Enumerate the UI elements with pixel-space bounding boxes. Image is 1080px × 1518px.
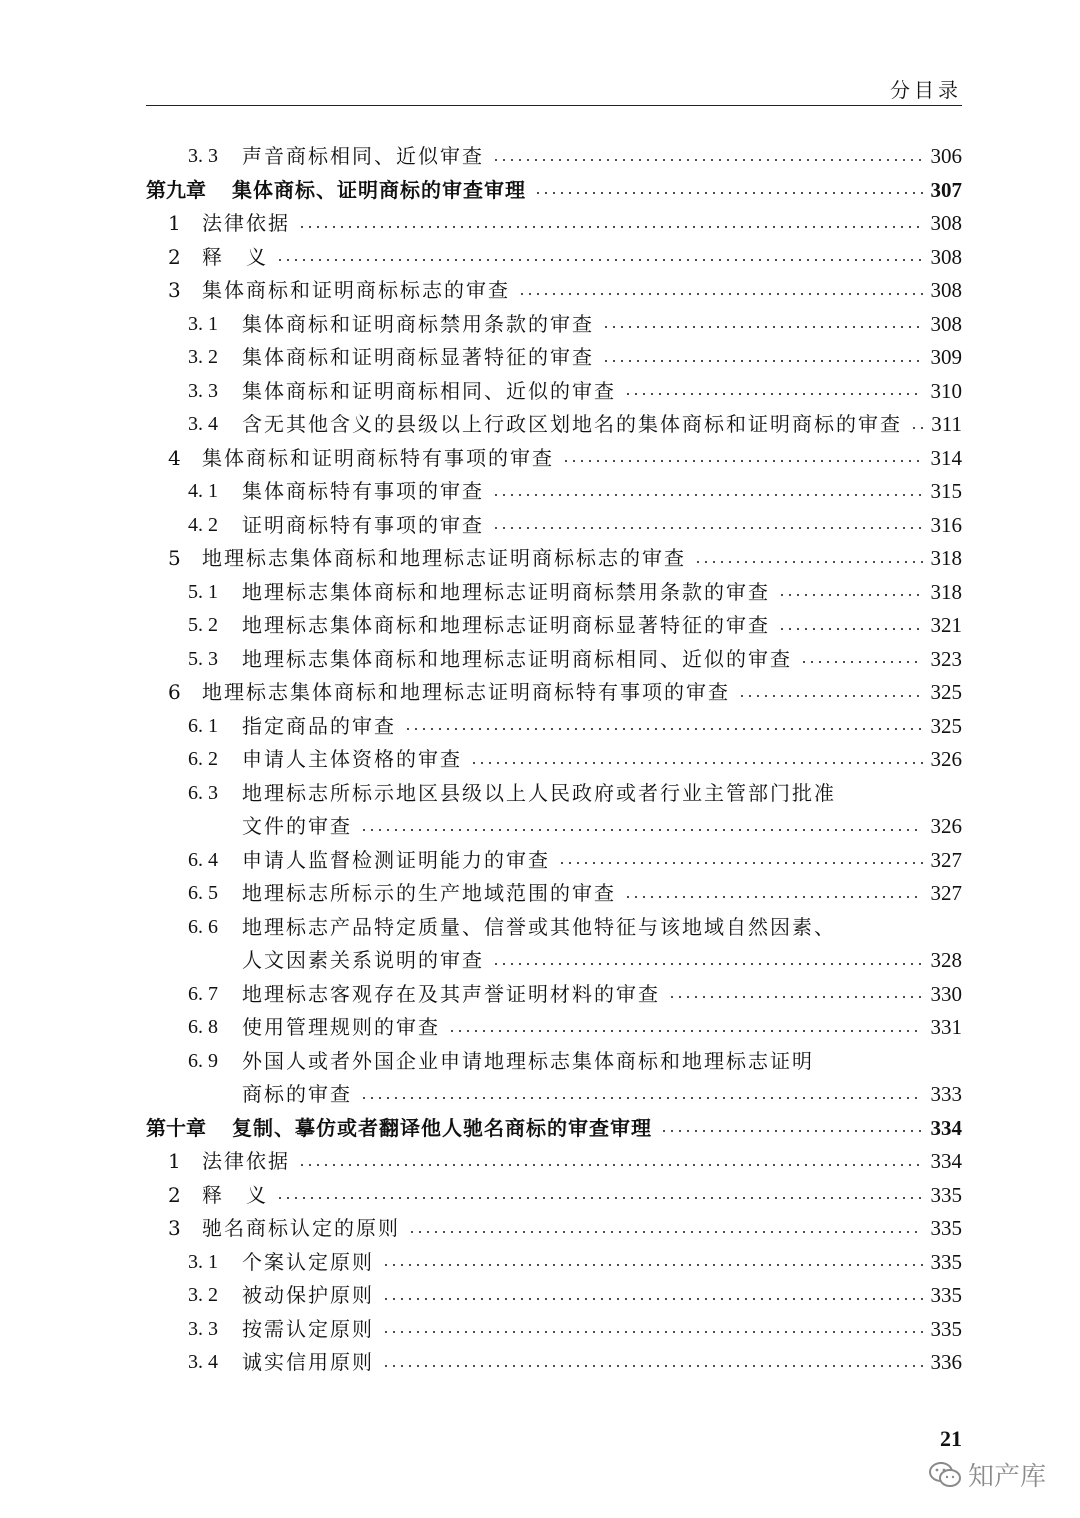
toc-page-number: 308 <box>930 278 962 302</box>
toc-page-number: 336 <box>930 1350 962 1374</box>
toc-page-number: 335 <box>930 1283 962 1307</box>
dot-leader <box>382 1365 923 1367</box>
toc-entry-title: 含无其他含义的县级以上行政区划地名的集体商标和证明商标的审查 <box>242 412 902 436</box>
toc-page-number: 309 <box>930 345 962 369</box>
toc-page-number: 318 <box>930 579 962 604</box>
toc-entry-row <box>146 643 962 677</box>
toc-entry-row <box>146 777 962 811</box>
toc-entry-number: 3. 3 <box>188 1317 218 1340</box>
toc-entry-number: 2 <box>168 1182 181 1207</box>
toc-chapter-row <box>146 174 962 208</box>
toc-entry-number: 第九章 <box>146 177 206 202</box>
toc-entry-title: 驰名商标认定的原则 <box>202 1216 400 1240</box>
toc-entry-row <box>146 1246 962 1280</box>
toc-entry-row <box>146 509 962 543</box>
toc-entry-title: 地理标志集体商标和地理标志证明商标显著特征的审查 <box>242 613 770 637</box>
toc-entry-number: 4. 1 <box>188 480 218 502</box>
toc-page-number: 315 <box>930 479 962 503</box>
toc-entry-row <box>146 1212 962 1246</box>
toc-entry-number: 5. 1 <box>188 580 218 603</box>
dot-leader <box>470 762 923 764</box>
dot-leader <box>492 527 923 529</box>
dot-leader <box>276 259 923 261</box>
toc-entry-title: 集体商标和证明商标禁用条款的审查 <box>242 311 594 336</box>
dot-leader <box>298 226 923 228</box>
toc-entry-title: 集体商标和证明商标显著特征的审查 <box>242 345 594 369</box>
toc-page-number: 316 <box>930 512 962 537</box>
toc-entry-title: 集体商标和证明商标标志的审查 <box>202 278 510 302</box>
toc-entry-title: 指定商品的审查 <box>242 713 396 738</box>
toc-entry-row <box>146 1313 962 1347</box>
toc-entry-row <box>146 308 962 342</box>
watermark <box>928 1456 1046 1493</box>
dot-leader <box>778 628 923 630</box>
dot-leader <box>660 1130 923 1132</box>
toc-entry-number: 6. 7 <box>188 982 218 1005</box>
toc-page-number: 335 <box>930 1182 962 1207</box>
toc-entry-row <box>146 207 962 241</box>
toc-entry-title: 集体商标和证明商标特有事项的审查 <box>202 445 554 470</box>
toc-entry-title: 证明商标特有事项的审查 <box>242 512 484 537</box>
toc-entry-title: 释 义 <box>202 244 268 269</box>
toc-entry-title: 文件的审查 <box>242 814 352 838</box>
toc-entry-row <box>146 1179 962 1213</box>
toc-entry-title: 集体商标特有事项的审查 <box>242 479 484 503</box>
dot-leader <box>602 360 923 362</box>
toc-entry-number: 6. 3 <box>188 781 218 804</box>
toc-chapter-row <box>146 1112 962 1146</box>
dot-leader <box>624 393 923 395</box>
page-number: 21 <box>940 1426 962 1451</box>
toc-entry-number: 3. 1 <box>188 1250 218 1273</box>
dot-leader <box>408 1231 923 1233</box>
toc-entry-row <box>146 877 962 911</box>
toc-page-number: 333 <box>930 1082 962 1106</box>
toc-entry-title: 申请人监督检测证明能力的审查 <box>242 847 550 872</box>
toc-entry-title: 地理标志所标示的生产地域范围的审查 <box>242 881 616 905</box>
toc-page-number: 325 <box>930 680 962 704</box>
toc-entry-title: 个案认定原则 <box>242 1249 374 1274</box>
dot-leader <box>382 1298 923 1300</box>
dot-leader <box>694 561 923 563</box>
toc-page-number: 310 <box>930 378 962 403</box>
toc-page-number: 335 <box>930 1316 962 1341</box>
toc-entry-title: 集体商标和证明商标相同、近似的审查 <box>242 378 616 403</box>
toc-entry-number: 3. 3 <box>188 145 218 167</box>
toc-entry-number: 6 <box>168 680 181 704</box>
toc-entry-title: 释 义 <box>202 1182 268 1207</box>
toc-entry-row <box>146 408 962 442</box>
toc-page-number: 308 <box>930 311 962 336</box>
toc-entry-number: 6. 8 <box>188 1016 218 1038</box>
toc-entry-title: 使用管理规则的审查 <box>242 1015 440 1039</box>
toc-entry-title: 被动保护原则 <box>242 1283 374 1307</box>
dot-leader <box>404 728 923 730</box>
toc-entry-title: 地理标志产品特定质量、信誉或其他特征与该地域自然因素、 <box>242 914 836 939</box>
toc-entry-number: 6. 2 <box>188 748 218 770</box>
toc-entry-title: 外国人或者外国企业申请地理标志集体商标和地理标志证明 <box>242 1048 814 1073</box>
section-header: 分目录 <box>890 78 962 102</box>
toc-entry-number: 3. 2 <box>188 1284 218 1306</box>
toc-page-number: 325 <box>930 713 962 738</box>
toc-entry-number: 4. 2 <box>188 513 218 536</box>
dot-leader <box>518 293 923 295</box>
toc-entry-row <box>146 676 962 710</box>
toc-page-number: 331 <box>930 1015 962 1039</box>
toc-entry-number: 3. 1 <box>188 312 218 335</box>
toc-entry-number: 6. 9 <box>188 1049 218 1072</box>
dot-leader <box>800 661 923 663</box>
toc-page-number: 334 <box>930 1115 962 1140</box>
dot-leader <box>624 896 923 898</box>
dot-leader <box>382 1331 923 1333</box>
toc-page-number: 335 <box>930 1249 962 1274</box>
toc-entry-title: 人文因素关系说明的审查 <box>242 948 484 972</box>
toc-entry-row <box>146 1011 962 1045</box>
toc-page-number: 321 <box>930 613 962 637</box>
toc-entry-title: 地理标志客观存在及其声誉证明材料的审查 <box>242 981 660 1006</box>
dot-leader <box>910 427 923 429</box>
toc-entry-row <box>146 710 962 744</box>
dot-leader <box>778 594 923 596</box>
dot-leader <box>534 192 923 194</box>
dot-leader <box>276 1197 923 1199</box>
toc-page-number: 334 <box>930 1149 962 1173</box>
toc-entry-number: 3. 3 <box>188 379 218 402</box>
toc-entry-row <box>146 442 962 476</box>
toc-entry-title: 地理标志集体商标和地理标志证明商标相同、近似的审查 <box>242 646 792 671</box>
toc-entry-row <box>146 1045 962 1079</box>
toc-entry-title: 按需认定原则 <box>242 1316 374 1341</box>
toc-page-number: 326 <box>930 747 962 771</box>
dot-leader <box>558 862 923 864</box>
dot-leader <box>668 996 923 998</box>
toc-entry-row <box>146 844 962 878</box>
toc-entry-number: 1 <box>168 1149 181 1173</box>
toc-entry-title: 诚实信用原则 <box>242 1350 374 1374</box>
toc-entry-number: 3. 2 <box>188 346 218 368</box>
toc-entry-row <box>146 1078 962 1112</box>
toc-entry-row <box>146 743 962 777</box>
toc-entry-title: 地理标志所标示地区县级以上人民政府或者行业主管部门批准 <box>242 780 836 805</box>
toc-entry-number: 6. 5 <box>188 882 218 904</box>
dot-leader <box>562 460 923 462</box>
watermark-text: 知产库 <box>967 1462 1046 1492</box>
toc-entry-title: 申请人主体资格的审查 <box>242 747 462 771</box>
toc-entry-number: 1 <box>168 211 181 235</box>
dot-leader <box>360 1097 923 1099</box>
toc-page-number: 330 <box>930 981 962 1006</box>
toc-entry-title: 集体商标、证明商标的审查审理 <box>232 177 526 202</box>
toc-page-number: 327 <box>930 881 962 905</box>
toc-entry-number: 3. 4 <box>188 1351 218 1373</box>
toc-entry-row <box>146 475 962 509</box>
toc-entry-title: 地理标志集体商标和地理标志证明商标特有事项的审查 <box>202 680 730 704</box>
toc-page-number: 328 <box>930 948 962 972</box>
toc-entry-row <box>146 140 962 174</box>
toc-entry-row <box>146 1346 962 1380</box>
toc-entry-number: 5. 2 <box>188 614 218 636</box>
toc-page-number: 308 <box>930 244 962 269</box>
dot-leader <box>738 695 923 697</box>
toc-entry-row <box>146 978 962 1012</box>
toc-page-number: 314 <box>930 445 962 470</box>
dot-leader <box>492 159 923 161</box>
toc-entry-title: 商标的审查 <box>242 1082 352 1106</box>
toc-entry-number: 3. 4 <box>188 413 218 435</box>
table-of-contents <box>146 140 962 1380</box>
toc-entry-title: 声音商标相同、近似审查 <box>242 144 484 168</box>
dot-leader <box>382 1264 923 1266</box>
toc-entry-row <box>146 1145 962 1179</box>
toc-page-number: 335 <box>930 1216 962 1240</box>
toc-entry-title: 地理标志集体商标和地理标志证明商标标志的审查 <box>202 546 686 570</box>
toc-entry-title: 法律依据 <box>202 1149 290 1173</box>
toc-entry-number: 3 <box>168 1216 181 1240</box>
wechat-icon <box>928 1461 962 1489</box>
dot-leader <box>298 1164 923 1166</box>
toc-entry-number: 6. 4 <box>188 848 218 871</box>
toc-entry-number: 6. 6 <box>188 915 218 938</box>
toc-entry-title: 地理标志集体商标和地理标志证明商标禁用条款的审查 <box>242 579 770 604</box>
toc-entry-row <box>146 810 962 844</box>
toc-entry-row <box>146 944 962 978</box>
toc-page-number: 311 <box>931 412 962 436</box>
toc-page-number: 326 <box>930 814 962 838</box>
dot-leader <box>448 1030 923 1032</box>
dot-leader <box>492 494 923 496</box>
toc-entry-number: 2 <box>168 244 181 269</box>
toc-entry-row <box>146 911 962 945</box>
dot-leader <box>492 963 923 965</box>
toc-entry-row <box>146 609 962 643</box>
toc-entry-row <box>146 1279 962 1313</box>
toc-page-number: 308 <box>930 211 962 235</box>
toc-entry-title: 法律依据 <box>202 211 290 235</box>
toc-entry-row <box>146 241 962 275</box>
toc-entry-number: 4 <box>168 445 181 470</box>
toc-entry-title: 复制、摹仿或者翻译他人驰名商标的审查审理 <box>232 1115 652 1140</box>
dot-leader <box>602 326 923 328</box>
header-rule <box>146 105 962 106</box>
toc-entry-number: 5. 3 <box>188 647 218 670</box>
toc-page-number: 307 <box>930 177 962 202</box>
toc-entry-number: 6. 1 <box>188 714 218 737</box>
toc-entry-row <box>146 576 962 610</box>
toc-entry-number: 3 <box>168 278 181 302</box>
dot-leader <box>360 829 923 831</box>
toc-page-number: 327 <box>930 847 962 872</box>
toc-page-number: 323 <box>930 646 962 671</box>
toc-entry-number: 第十章 <box>146 1115 206 1140</box>
toc-entry-row <box>146 375 962 409</box>
toc-entry-row <box>146 542 962 576</box>
toc-page-number: 318 <box>930 546 962 570</box>
toc-entry-row <box>146 341 962 375</box>
toc-entry-number: 5 <box>168 546 181 570</box>
toc-page-number: 306 <box>930 144 962 168</box>
toc-entry-row <box>146 274 962 308</box>
